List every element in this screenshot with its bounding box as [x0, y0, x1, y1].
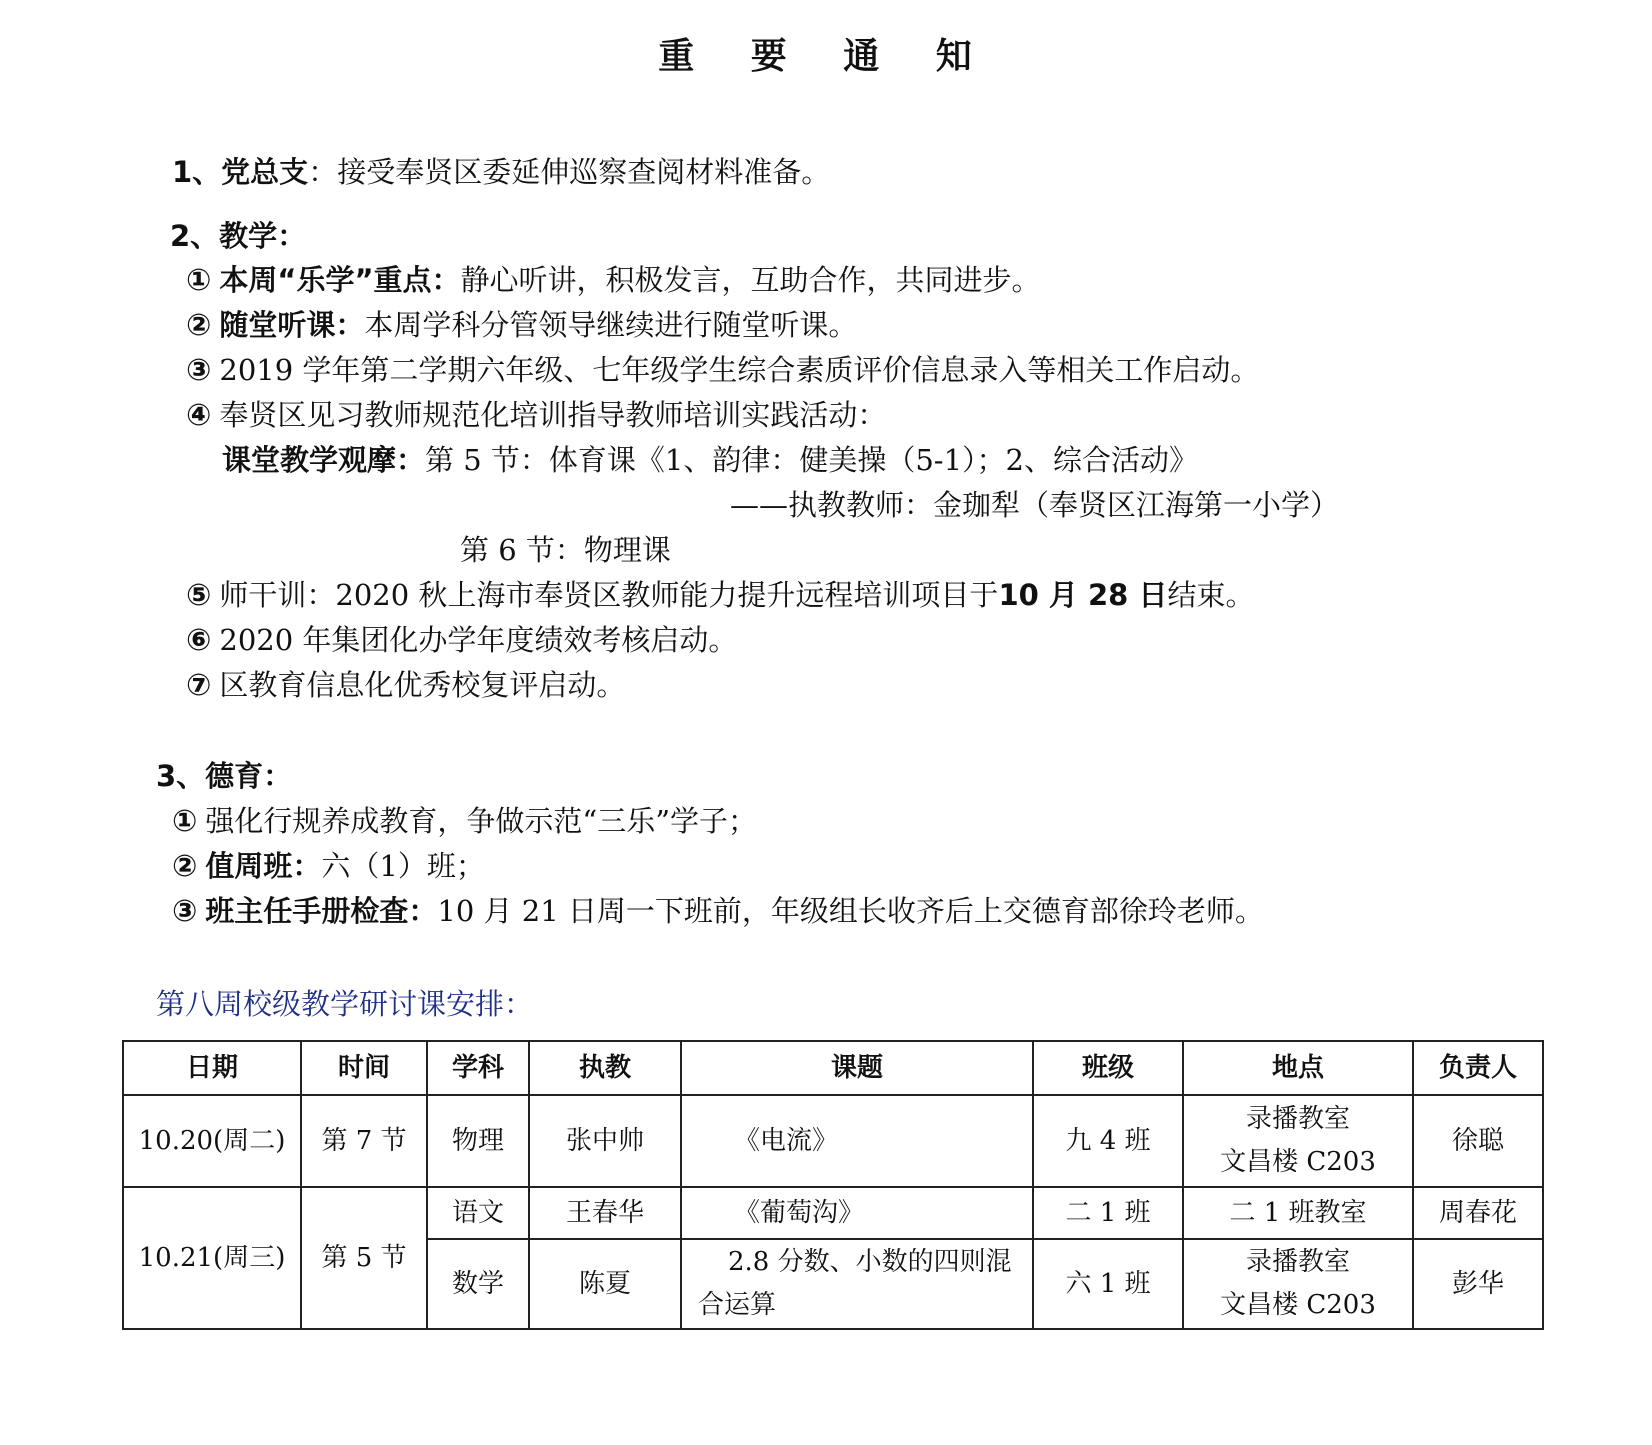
- place-line-1: 录播教室: [1245, 1247, 1350, 1277]
- cell-date: 10.20(周二): [123, 1095, 301, 1187]
- item-bold-label: 班主任手册检查：: [205, 894, 438, 928]
- cell-class: 九 4 班: [1033, 1095, 1183, 1187]
- cell-topic: 《葡萄沟》: [681, 1187, 1033, 1239]
- item-text: 六（1）班；: [321, 849, 485, 883]
- cell-subject: 语文: [427, 1187, 529, 1239]
- header-class: 班级: [1033, 1041, 1183, 1095]
- schedule-heading: 第八周校级教学研讨课安排：: [156, 987, 534, 1021]
- header-place: 地点: [1183, 1041, 1413, 1095]
- table-header-row: [123, 1041, 1543, 1095]
- item-number: ①: [186, 263, 212, 298]
- place-line-2: 文昌楼 C203: [1220, 1290, 1376, 1320]
- cell-owner: 彭华: [1413, 1239, 1543, 1329]
- table-row: [123, 1095, 1543, 1187]
- item-text: 强化行规养成教育，争做示范“三乐”学子；: [205, 804, 758, 838]
- item-bold-label: 值周班：: [205, 849, 322, 883]
- header-subject: 学科: [427, 1041, 529, 1095]
- item-number: ⑦: [186, 668, 212, 703]
- observation-label: 课堂教学观摩：: [222, 443, 426, 477]
- item-text: 奉贤区见习教师规范化培训指导教师培训实践活动：: [219, 398, 887, 432]
- cell-owner: 周春花: [1413, 1187, 1543, 1239]
- item-number: ③: [186, 353, 212, 388]
- moral-item-2: [172, 846, 485, 887]
- item-bold-label: 随堂听课：: [219, 308, 365, 342]
- item-bold-label: 本周“乐学”重点：: [219, 263, 461, 297]
- section-party-label: 1、党总支: [172, 155, 309, 189]
- schedule-table: [122, 1040, 1544, 1330]
- teaching-item-4-observation: [222, 440, 1198, 480]
- moral-item-3: [172, 891, 1264, 932]
- cell-class: 六 1 班: [1033, 1239, 1183, 1329]
- place-line-1: 录播教室: [1245, 1104, 1350, 1134]
- cell-teacher: 陈夏: [529, 1239, 681, 1329]
- cell-time: 第 7 节: [301, 1095, 427, 1187]
- item-text: 2020 年集团化办学年度绩效考核启动。: [219, 623, 738, 657]
- cell-class: 二 1 班: [1033, 1187, 1183, 1239]
- cell-time: 第 5 节: [301, 1187, 427, 1329]
- item-number: ②: [186, 308, 212, 343]
- table-row: [123, 1187, 1543, 1239]
- header-date: 日期: [123, 1041, 301, 1095]
- cell-place: [1183, 1239, 1413, 1329]
- observation-text: 第 5 节：体育课《1、韵律：健美操（5-1）；2、综合活动》: [425, 443, 1199, 477]
- item-text: 2019 学年第二学期六年级、七年级学生综合素质评价信息录入等相关工作启动。: [219, 353, 1260, 387]
- place-line-2: 文昌楼 C203: [1220, 1147, 1376, 1177]
- cell-topic: 《电流》: [681, 1095, 1033, 1187]
- item-text: 10 月 21 日周一下班前，年级组长收齐后上交德育部徐玲老师。: [437, 894, 1264, 928]
- header-topic: 课题: [681, 1041, 1033, 1095]
- item-number: ②: [172, 849, 198, 884]
- page-title: 重 要 通 知: [658, 36, 994, 77]
- cell-teacher: 张中帅: [529, 1095, 681, 1187]
- teaching-item-5: [186, 575, 1254, 616]
- item-text-end: 结束。: [1167, 578, 1255, 612]
- teaching-item-4-teacher: ——执教教师：金珈犁（奉贤区江海第一小学）: [730, 488, 1340, 522]
- header-time: 时间: [301, 1041, 427, 1095]
- cell-owner: 徐聪: [1413, 1095, 1543, 1187]
- cell-place: [1183, 1095, 1413, 1187]
- teaching-item-2: [186, 305, 857, 346]
- moral-item-1: [172, 801, 757, 842]
- item-number: ①: [172, 804, 198, 839]
- item-text: 本周学科分管领导继续进行随堂听课。: [364, 308, 858, 342]
- cell-date: 10.21(周三): [123, 1187, 301, 1329]
- item-number: ⑤: [186, 578, 212, 613]
- item-bold-date: 10 月 28 日: [998, 578, 1168, 612]
- cell-subject: 物理: [427, 1095, 529, 1187]
- item-number: ④: [186, 398, 212, 433]
- item-text: 师干训：2020 秋上海市奉贤区教师能力提升远程培训项目于: [219, 578, 999, 612]
- header-owner: 负责人: [1413, 1041, 1543, 1095]
- item-number: ⑥: [186, 623, 212, 658]
- section-party-text: ：接受奉贤区委延伸巡察查阅材料准备。: [308, 155, 831, 189]
- teaching-item-4: [186, 395, 886, 436]
- teaching-item-3: [186, 350, 1259, 391]
- section-party: [172, 152, 830, 192]
- item-number: ③: [172, 894, 198, 929]
- section-moral-label: 3、德育：: [156, 759, 293, 793]
- cell-teacher: 王春华: [529, 1187, 681, 1239]
- teaching-item-6: [186, 620, 737, 661]
- item-text: 区教育信息化优秀校复评启动。: [219, 668, 626, 702]
- teaching-item-1: [186, 260, 1041, 301]
- teaching-item-7: [186, 665, 625, 706]
- cell-subject: 数学: [427, 1239, 529, 1329]
- cell-place: 二 1 班教室: [1183, 1187, 1413, 1239]
- header-teacher: 执教: [529, 1041, 681, 1095]
- section-teaching-label: 2、教学：: [170, 219, 307, 253]
- teaching-item-4-period6: 第 6 节：物理课: [460, 533, 671, 567]
- item-text: 静心听讲，积极发言，互助合作，共同进步。: [460, 263, 1041, 297]
- cell-topic: 2.8 分数、小数的四则混合运算: [681, 1239, 1033, 1329]
